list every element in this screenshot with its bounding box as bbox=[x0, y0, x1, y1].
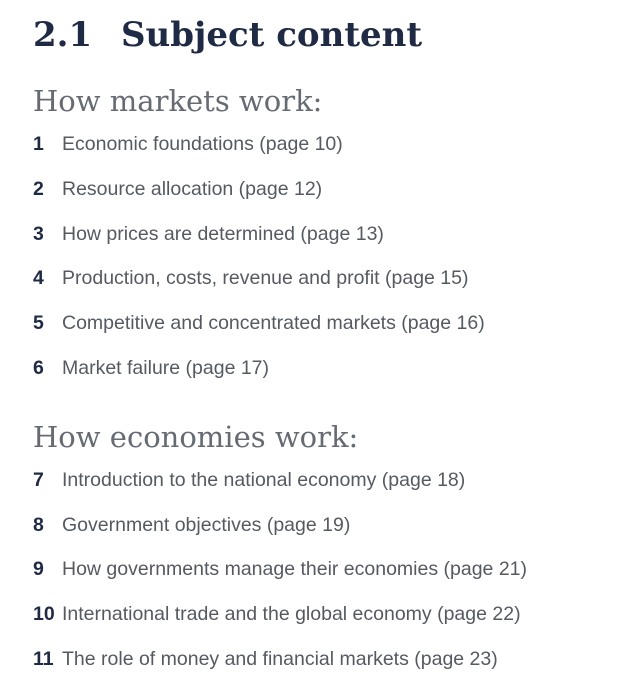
item-text: Production, costs, revenue and profit (page 15) bbox=[62, 267, 469, 289]
list-item bbox=[33, 174, 322, 204]
item-text: International trade and the global economy (page 22) bbox=[62, 603, 521, 625]
item-text: Government objectives (page 19) bbox=[62, 514, 351, 536]
item-number: 8 bbox=[33, 514, 44, 536]
item-text: Competitive and concentrated markets (page 16) bbox=[62, 312, 485, 334]
group-title-markets: How markets work: bbox=[33, 84, 323, 118]
section-heading bbox=[33, 10, 422, 60]
item-number: 9 bbox=[33, 558, 44, 580]
list-item bbox=[33, 510, 350, 540]
list-item bbox=[33, 308, 485, 338]
list-item bbox=[33, 263, 469, 293]
section-title: Subject content bbox=[121, 15, 423, 55]
section-number: 2.1 bbox=[33, 15, 93, 55]
item-number: 5 bbox=[33, 312, 44, 334]
list-item bbox=[33, 644, 498, 674]
item-number: 1 bbox=[33, 133, 44, 155]
item-text: Resource allocation (page 12) bbox=[62, 178, 323, 200]
item-number: 10 bbox=[33, 603, 55, 625]
group-title-economies: How economies work: bbox=[33, 420, 359, 454]
list-item bbox=[33, 129, 343, 159]
item-number: 6 bbox=[33, 357, 44, 379]
item-number: 3 bbox=[33, 223, 44, 245]
item-number: 11 bbox=[33, 648, 54, 670]
item-text: Economic foundations (page 10) bbox=[62, 133, 343, 155]
list-item bbox=[33, 599, 521, 629]
item-text: How prices are determined (page 13) bbox=[62, 223, 384, 245]
item-text: The role of money and financial markets (page 23) bbox=[62, 648, 498, 670]
item-text: How governments manage their economies (page 21) bbox=[62, 558, 528, 580]
item-text: Introduction to the national economy (page 18) bbox=[62, 469, 466, 491]
list-item bbox=[33, 554, 527, 584]
item-number: 4 bbox=[33, 267, 44, 289]
item-number: 7 bbox=[33, 469, 44, 491]
list-item bbox=[33, 353, 269, 383]
list-item bbox=[33, 465, 465, 495]
item-number: 2 bbox=[33, 178, 44, 200]
item-text: Market failure (page 17) bbox=[62, 357, 270, 379]
list-item bbox=[33, 219, 384, 249]
